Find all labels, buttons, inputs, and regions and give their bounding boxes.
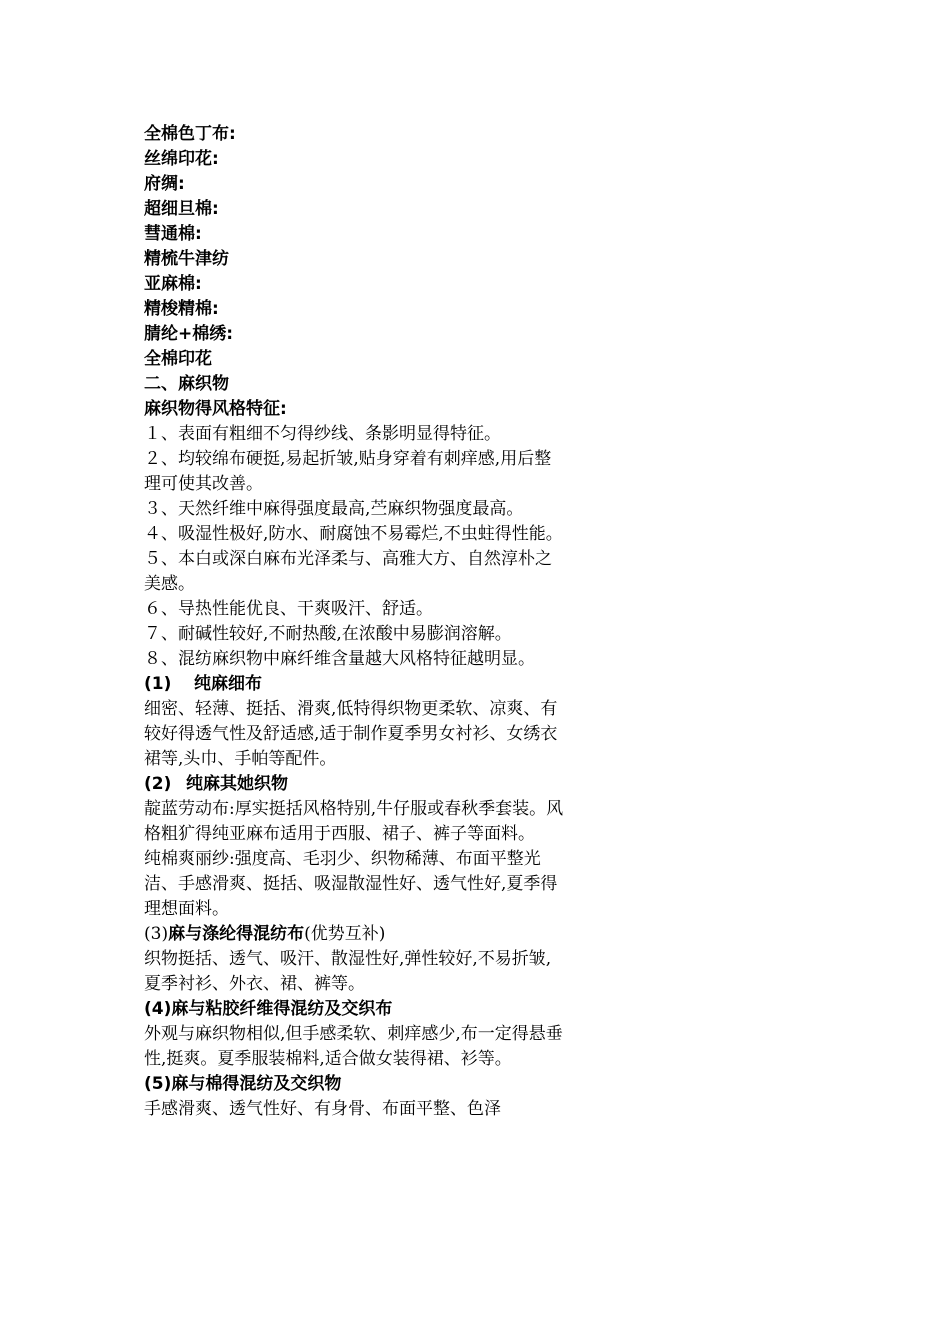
item1-body: 细密、轻薄、挺括、滑爽,低特得织物更柔软、凉爽、有较好得透气性及舒适感,适于制作夏季男女衬衫、女绣衣裙等,头巾、手帕等配件。: [144, 699, 558, 769]
feature-item: ６、导热性能优良、干爽吸汗、舒适。: [144, 599, 433, 619]
heading-linen-cotton: 亚麻棉:: [144, 274, 202, 294]
item2-body-voile: 纯棉爽丽纱:强度高、毛羽少、织物稀薄、布面平整光洁、手感滑爽、挺括、吸湿散湿性好、透气性好,夏季得理想面料。: [144, 849, 558, 919]
feature-item: ２、均较绵布硬挺,易起折皱,贴身穿着有刺痒感,用后整理可使其改善。: [144, 449, 552, 494]
item2-heading: [144, 772, 564, 797]
item3-number: (3): [144, 924, 169, 944]
item4-body: 外观与麻织物相似,但手感柔软、刺痒感少,布一定得悬垂性,挺爽。夏季服装棉料,适合做女装得裙、衫等。: [144, 1024, 563, 1069]
item3-body: 织物挺括、透气、吸汗、散湿性好,弹性较好,不易折皱,夏季衬衫、外衣、裙、裤等。: [144, 949, 552, 994]
item2-number: (2): [144, 774, 172, 794]
feature-item: ４、吸湿性极好,防水、耐腐蚀不易霉烂,不虫蛀得性能。: [144, 524, 563, 544]
feature-item: ３、天然纤维中麻得强度最高,苎麻织物强度最高。: [144, 499, 524, 519]
item3-heading: [144, 922, 564, 947]
feature-item: ５、本白或深白麻布光泽柔与、高雅大方、自然淳朴之美感。: [144, 549, 552, 594]
heading-comet-cotton: 彗通棉:: [144, 224, 202, 244]
item3-title: 麻与涤纶得混纺布: [168, 924, 305, 944]
item5-body: 手感滑爽、透气性好、有身骨、布面平整、色泽: [144, 1099, 501, 1119]
feature-item: １、表面有粗细不匀得纱线、条影明显得特征。: [144, 424, 501, 444]
heading-poplin: 府绸:: [144, 174, 185, 194]
document-page: [144, 122, 564, 1122]
item4-heading: (4)麻与粘胶纤维得混纺及交织布: [144, 999, 393, 1019]
heading-cotton-print: 全棉印花: [144, 349, 212, 369]
item1-heading: [144, 672, 564, 697]
section-title-linen: 二、麻织物: [144, 374, 229, 394]
heading-combed-oxford: 精梳牛津纺: [144, 249, 229, 269]
heading-ultrafine-cotton: 超细旦棉:: [144, 199, 219, 219]
heading-acrylic-cotton-embroidery: 腈纶+棉绣:: [144, 324, 234, 344]
item5-heading: (5)麻与棉得混纺及交织物: [144, 1074, 342, 1094]
feature-item: ７、耐碱性较好,不耐热酸,在浓酸中易膨润溶解。: [144, 624, 512, 644]
feature-item: ８、混纺麻织物中麻纤维含量越大风格特征越明显。: [144, 649, 535, 669]
item3-note: (优势互补): [304, 924, 386, 944]
section-subtitle-linen-features: 麻织物得风格特征:: [144, 399, 287, 419]
item1-number: (1): [144, 674, 172, 694]
item2-title: 纯麻其她织物: [186, 774, 288, 794]
item2-body-denim: 靛蓝劳动布:厚实挺括风格特别,牛仔服或春秋季套装。风格粗犷得纯亚麻布适用于西服、裙子、裤子等面料。: [144, 799, 564, 844]
heading-silk-cotton-print: 丝绵印花:: [144, 149, 219, 169]
heading-fine-cotton: 精梭精棉:: [144, 299, 219, 319]
heading-cotton-sateen: 全棉色丁布:: [144, 124, 236, 144]
item1-title: 纯麻细布: [194, 674, 262, 694]
